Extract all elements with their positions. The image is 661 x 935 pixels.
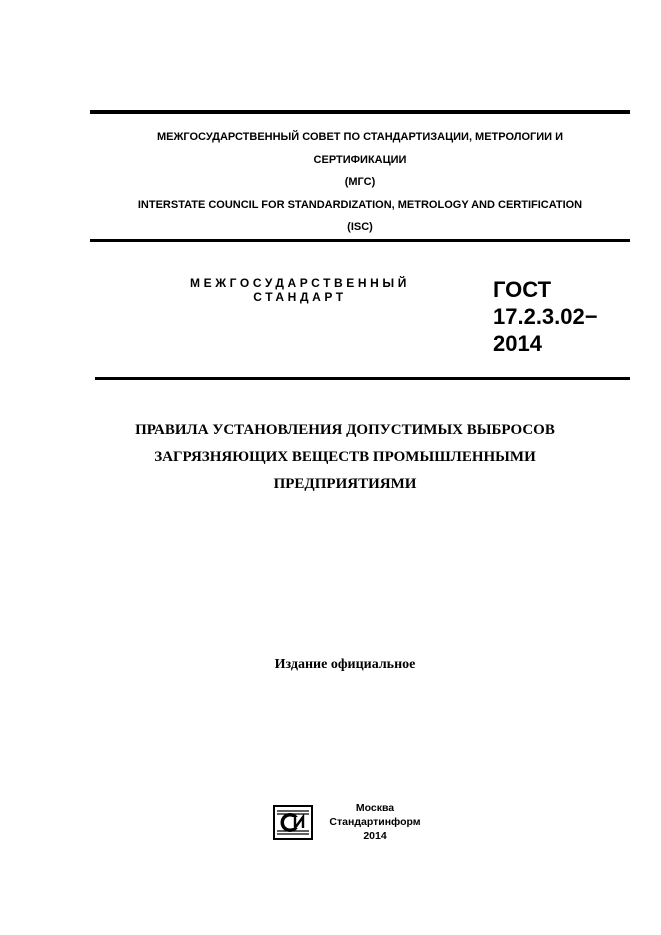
middle-divider	[90, 239, 630, 242]
top-divider	[90, 110, 630, 114]
title-line-2: ЗАГРЯЗНЯЮЩИХ ВЕЩЕСТВ ПРОМЫШЛЕННЫМИ	[154, 449, 536, 465]
council-line-en: INTERSTATE COUNCIL FOR STANDARDIZATION, METROLOGY AND CERTIFICATION	[137, 198, 583, 211]
council-abbr-en: (ISC)	[347, 221, 373, 233]
publisher-info	[320, 801, 430, 843]
publisher-year: 2014	[363, 830, 387, 842]
gost-prefix: ГОСТ	[493, 277, 552, 302]
gost-number: 17.2.3.02−	[493, 304, 598, 329]
gost-year: 2014	[493, 331, 542, 356]
interstate-label-line2: СТАНДАРТ	[253, 290, 347, 304]
gost-designation	[493, 276, 643, 357]
council-header	[90, 126, 630, 239]
document-title	[80, 417, 610, 498]
council-line-ru-1: МЕЖГОСУДАРСТВЕННЫЙ СОВЕТ ПО СТАНДАРТИЗАЦИИ, МЕТРОЛОГИИ И	[156, 131, 564, 143]
interstate-label-line1: МЕЖГОСУДАРСТВЕННЫЙ	[190, 276, 410, 290]
council-line-ru-2: СЕРТИФИКАЦИИ	[313, 153, 407, 166]
council-abbr-ru: (МГС)	[344, 176, 376, 188]
title-line-1: ПРАВИЛА УСТАНОВЛЕНИЯ ДОПУСТИМЫХ ВЫБРОСОВ	[135, 422, 555, 438]
edition-label: Издание официальное	[274, 657, 416, 672]
publisher-name: Стандартинформ	[329, 816, 421, 828]
standartinform-logo-icon	[273, 805, 313, 840]
title-line-3: ПРЕДПРИЯТИЯМИ	[273, 476, 417, 492]
interstate-standard-label	[150, 276, 450, 304]
publisher-city: Москва	[355, 802, 395, 814]
lower-divider	[95, 377, 630, 380]
